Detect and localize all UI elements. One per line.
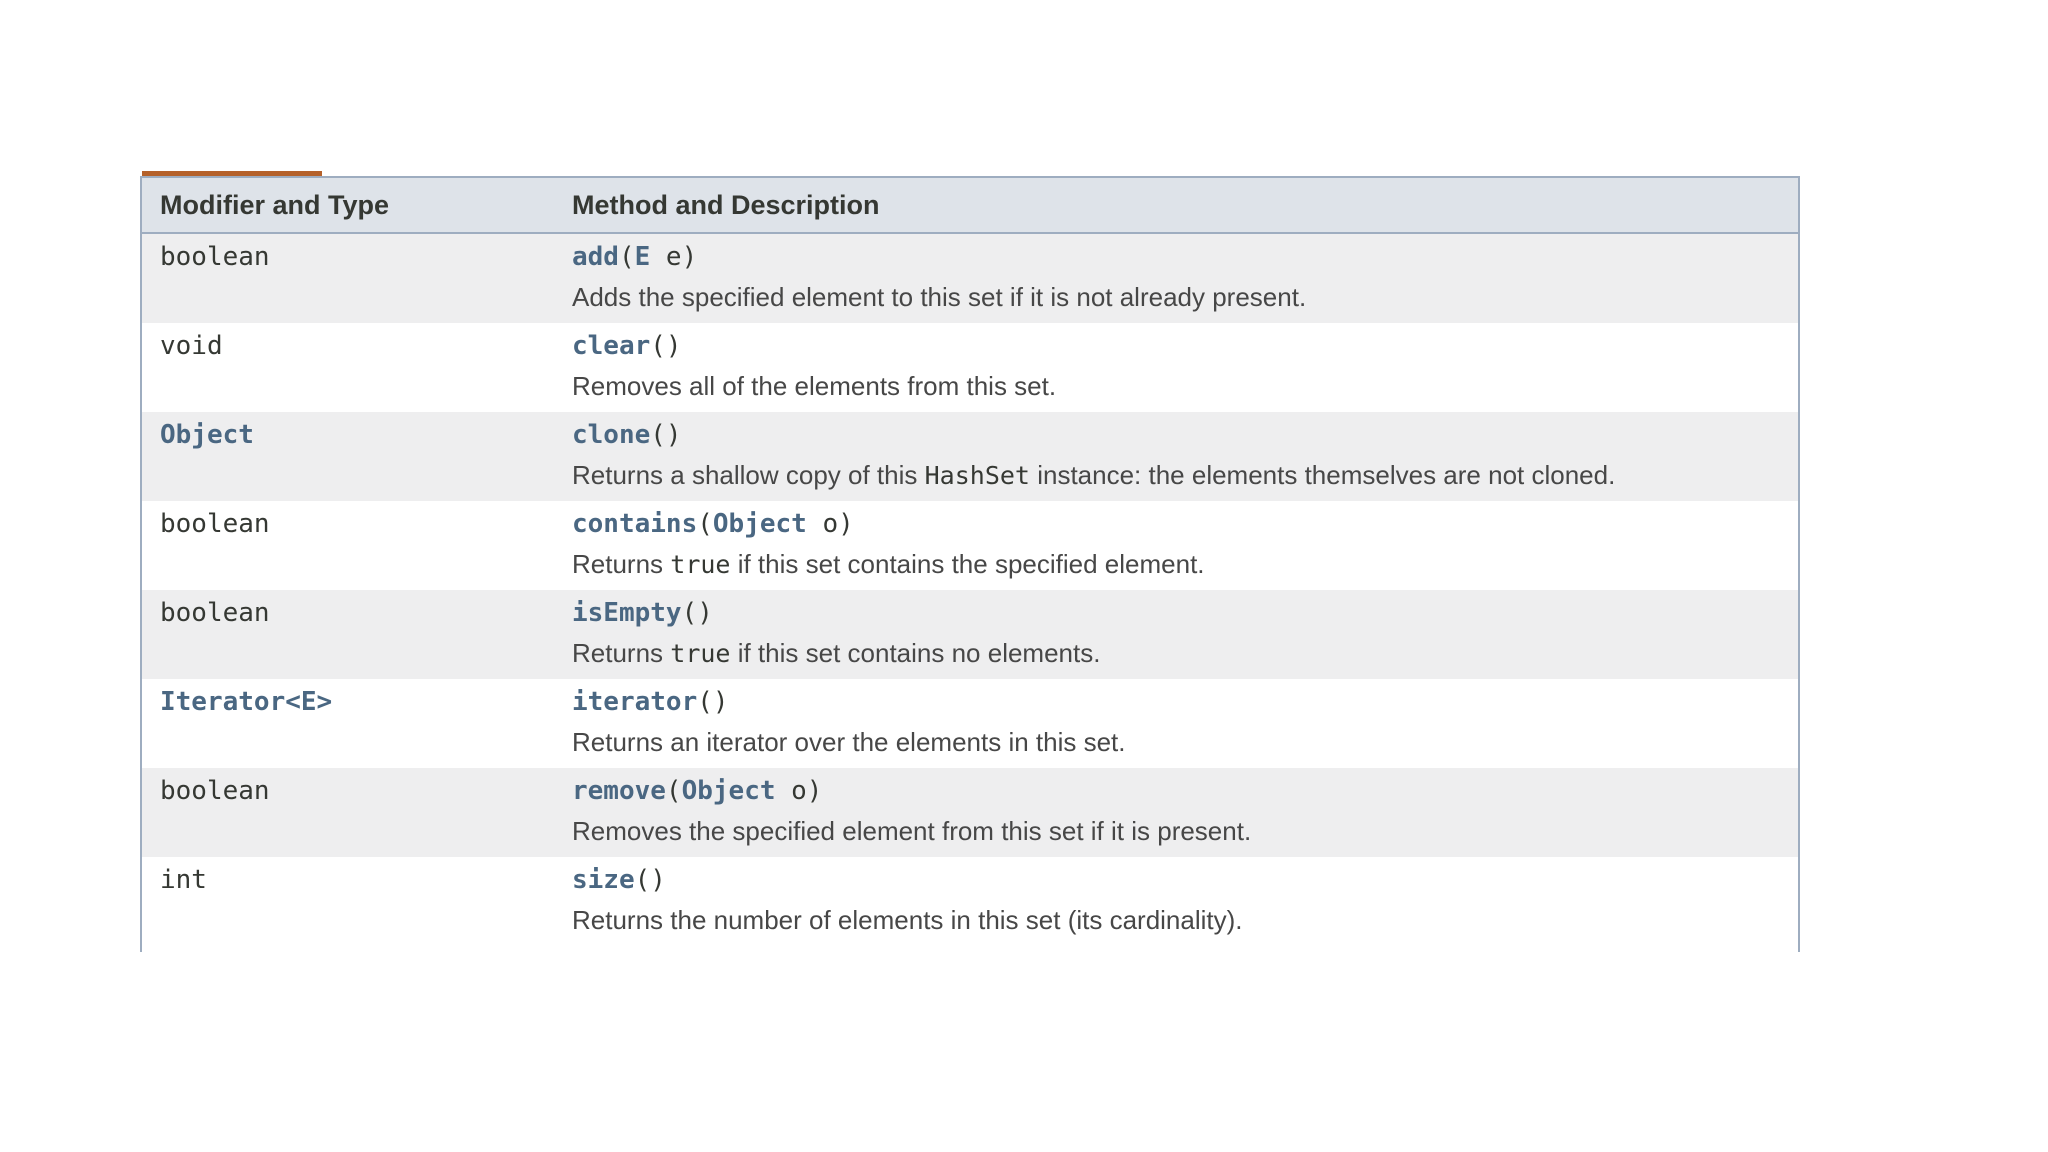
table-body [142,234,1798,946]
return-type: void [160,331,223,361]
method-description [572,371,1056,402]
description-text: Adds the specified element to this set if it is not already present. [572,282,1307,312]
return-type: boolean [160,509,270,539]
param-type-link[interactable]: Object [681,776,776,806]
method-name-link[interactable]: clear [572,331,651,361]
header-modifier-type: Modifier and Type [160,190,390,220]
method-params-open: ( [697,509,713,539]
description-text: Removes all of the elements from this set. [572,371,1057,401]
description-text: Returns [572,549,671,579]
description-code: HashSet [924,461,1030,490]
method-signature [572,242,697,272]
param-type-link[interactable]: E [634,242,651,272]
method-params-open: ( [618,242,635,272]
method-params-rest: e) [650,242,698,272]
method-signature [572,509,854,539]
description-text: Returns a shallow copy of this [572,460,925,490]
description-text: Returns [572,638,671,668]
description-code: true [670,550,731,579]
header-method-description: Method and Description [572,190,880,220]
method-signature [572,331,682,361]
method-description [572,460,1615,491]
table-row [142,590,1798,679]
table-row [142,501,1798,590]
method-summary-table [140,176,1800,952]
param-type-link[interactable]: Object [712,509,807,539]
method-signature [572,687,729,717]
method-description [572,282,1306,313]
description-text: Removes the specified element from this set if it is present. [572,816,1252,846]
method-name-link[interactable]: clone [572,420,651,450]
return-type: boolean [160,776,270,806]
table-header [142,176,1798,234]
description-text-rest: if this set contains no elements. [730,638,1101,668]
method-description [572,905,1243,936]
table-row [142,679,1798,768]
method-name-link[interactable]: remove [572,776,666,806]
method-signature [572,776,822,806]
method-name-link[interactable]: contains [572,509,698,539]
table-row [142,768,1798,857]
return-type-link[interactable]: Iterator<E> [160,687,333,717]
method-params-open: () [634,865,666,895]
description-text: Returns the number of elements in this set (its cardinality). [572,905,1243,935]
method-params-open: () [650,420,682,450]
method-signature [572,865,666,895]
method-description [572,638,1100,669]
method-description [572,816,1251,847]
return-type-link[interactable]: Object [160,420,254,450]
description-text-rest: instance: the elements themselves are not cloned. [1029,460,1616,490]
method-description [572,727,1126,758]
description-code: true [670,639,731,668]
table-row [142,857,1798,946]
description-text: Returns an iterator over the elements in this set. [572,727,1126,757]
table-row [142,323,1798,412]
description-text-rest: if this set contains the specified element. [730,549,1205,579]
method-name-link[interactable]: isEmpty [572,598,682,628]
method-params-rest: o) [775,776,823,806]
return-type: int [160,865,207,895]
return-type: boolean [160,242,270,272]
method-signature [572,598,713,628]
table-row [142,234,1798,323]
method-params-open: () [681,598,713,628]
method-name-link[interactable]: add [572,242,619,272]
method-params-rest: o) [806,509,854,539]
method-name-link[interactable]: iterator [572,687,698,717]
table-row [142,412,1798,501]
method-params-open: () [650,331,682,361]
method-signature [572,420,682,450]
method-params-open: () [697,687,729,717]
method-params-open: ( [665,776,682,806]
method-name-link[interactable]: size [572,865,635,895]
method-description [572,549,1205,580]
return-type: boolean [160,598,270,628]
